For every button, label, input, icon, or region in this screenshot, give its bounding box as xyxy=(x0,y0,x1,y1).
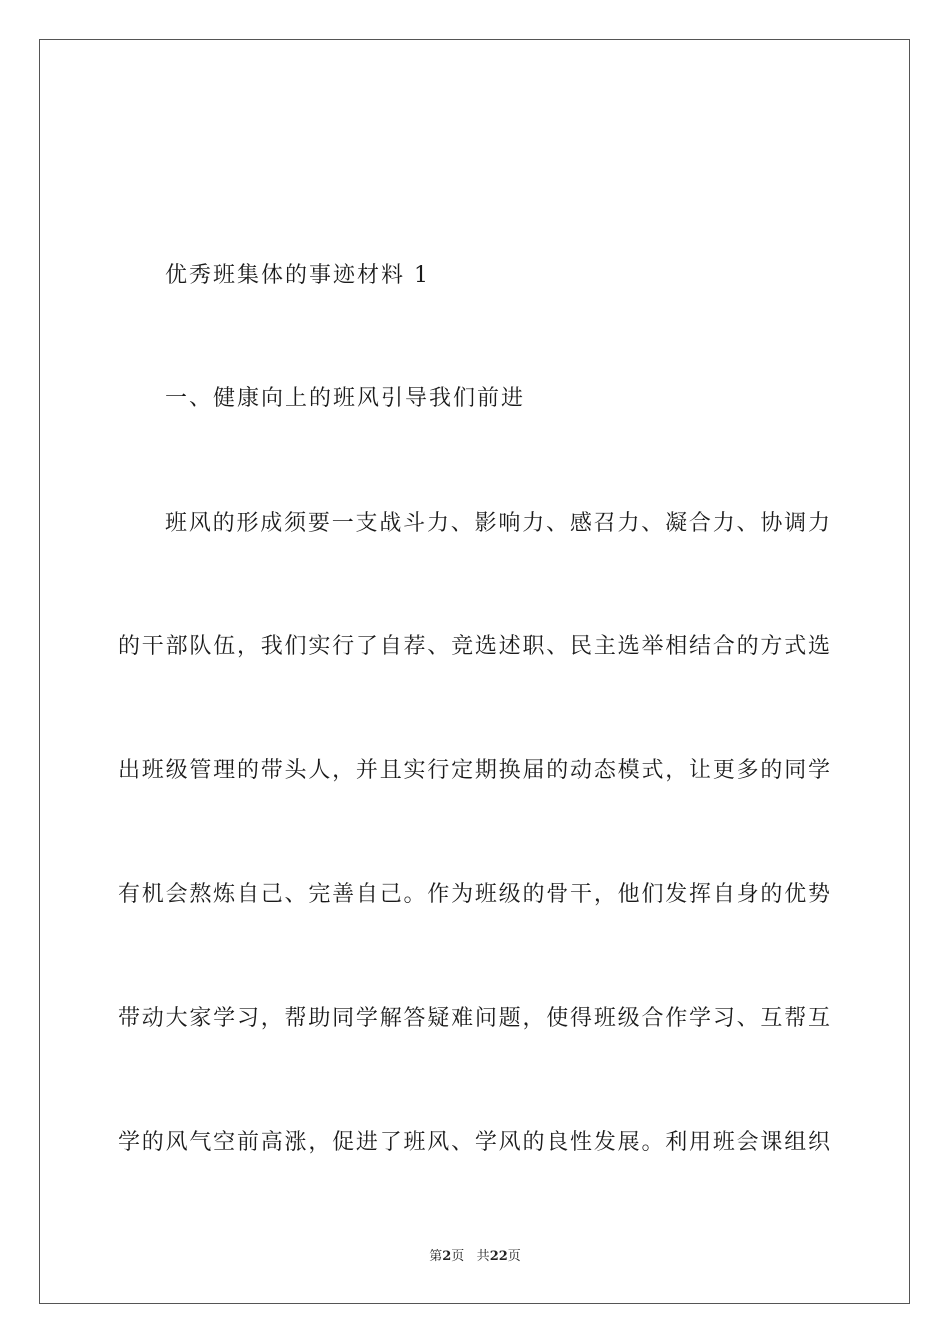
paragraph-line: 出班级管理的带头人，并且实行定期换届的动态模式，让更多的同学 xyxy=(118,758,830,783)
page-suffix: 页 xyxy=(451,1249,465,1264)
paragraph-line: 有机会熬炼自己、完善自己。作为班级的骨干，他们发挥自身的优势 xyxy=(118,882,830,907)
section-heading: 一、健康向上的班风引导我们前进 xyxy=(165,386,526,411)
page-footer xyxy=(0,1248,950,1266)
paragraph-line: 学的风气空前高涨，促进了班风、学风的良性发展。利用班会课组织 xyxy=(118,1130,830,1155)
paragraph-line: 的干部队伍，我们实行了自荐、竞选述职、民主选举相结合的方式选 xyxy=(118,634,830,659)
paragraph-line: 带动大家学习，帮助同学解答疑难问题，使得班级合作学习、互帮互 xyxy=(118,1006,830,1031)
paragraph-line: 班风的形成须要一支战斗力、影响力、感召力、凝合力、协调力 xyxy=(165,511,830,536)
total-pages-number: 22 xyxy=(489,1249,508,1264)
page-border xyxy=(39,39,910,1304)
page-prefix: 第 xyxy=(429,1249,443,1264)
total-prefix: 共 xyxy=(476,1249,490,1264)
current-page-number: 2 xyxy=(442,1249,452,1264)
total-suffix: 页 xyxy=(507,1249,521,1264)
document-title: 优秀班集体的事迹材料 1 xyxy=(165,263,430,288)
